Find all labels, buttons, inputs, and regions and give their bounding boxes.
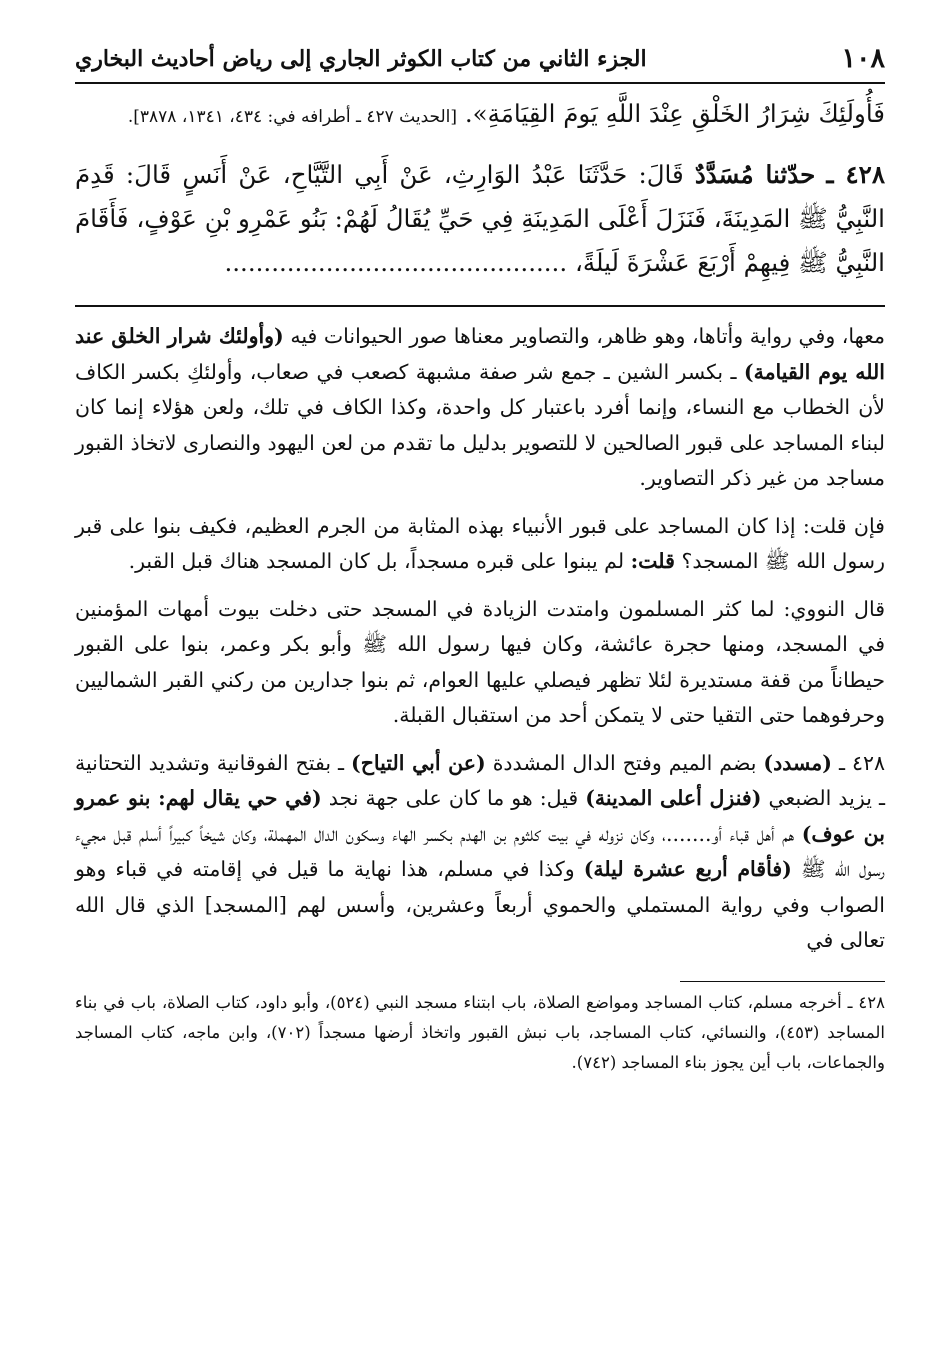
previous-hadith-ending (75, 92, 885, 139)
footnote-428: ٤٢٨ ـ أخرجه مسلم، كتاب المساجد ومواضع الصلاة، باب ابتناء مسجد النبي (٥٢٤)، وأبو داود، كتاب الصلاة، باب في بناء المساجد (٤٥٣)، والنسائي، كتاب المساجد، باب نبش القبور واتخاذ أرضها مسجداً (٧٠٢)، وابن ماجه، كتاب المساجد والجماعات، باب أين يجوز بناء المساجد (٧٤٢). (75, 992, 885, 1072)
commentary-quote: (في حي يقال لهم: بنو عمرو بن عوف) (75, 786, 885, 846)
omission-dots: ............................................ (224, 248, 568, 277)
commentary-quote: (وأولئك شرار الخلق عند الله يوم القيامة) (75, 324, 885, 384)
hadith-number: ٤٢٨ ـ (826, 160, 885, 189)
commentary-paragraph-1 (75, 319, 885, 497)
commentary-quote: قلت: (630, 549, 675, 573)
commentary-text: وكذا في مسلم، هذا نهاية ما قيل في إقامته في قباء وهو الصواب وفي رواية المستملي والحموي أربعاً وعشرين، وأسس لهم [المسجد] الذي قال الله تعالى في (75, 857, 885, 952)
commentary-paragraph-2 (75, 509, 885, 580)
commentary-text: قيل: هو ما كان على جهة نجد (328, 786, 579, 810)
running-title: الجزء الثاني من كتاب الكوثر الجاري إلى رياض أحاديث البخاري (75, 46, 647, 72)
commentary-paragraph-3: قال النووي: لما كثر المسلمون وامتدت الزيادة في المسجد حتى دخلت بيوت أمهات المؤمنين في المسجد، ومنها حجرة عائشة، وكان فيها رسول الله ﷺ وأبو بكر وعمر، بنوا على القبور حيطاناً من قفة مستديرة لئلا تظهر فيصلي عليها العوام، ثم بنوا جدارين من ركني القبر الشماليين وحرفوهما حتى التقيا حتى لا يتمكن أحد من استقبال القبلة. (75, 596, 885, 727)
commentary-text: بضم الميم وفتح الدال المشددة (492, 750, 757, 775)
commentary-text: فإن قلت: إذا كان المساجد على قبور الأنبياء بهذه المثابة من الجرم العظيم، فكيف بنوا على قبر رسول الله ﷺ المسجد؟ (75, 513, 885, 573)
section-divider (75, 305, 885, 307)
page-number: ١٠٨ (841, 43, 885, 74)
commentary-section (75, 319, 885, 959)
hadith-narrators: حدّثنا مُسَدَّدٌ (694, 160, 816, 189)
commentary-text: هم أهل قباء أو.......، وكان نزوله في بيت كلثوم بن الهدم بكسر الهاء وسكون الدال المهملة، وكان شيخاً كبيراً أسلم قبل مجيء رسول الله ﷺ (75, 821, 885, 881)
commentary-paragraph-4 (75, 746, 885, 959)
commentary-text: لم يبنوا على قبره مسجداً، بل كان المسجد هناك قبل القبر. (128, 549, 625, 573)
previous-hadith-text: فَأُولَئِكَ شِرَارُ الخَلْقِ عِنْدَ اللَّهِ يَومَ القِيَامَةِ». (464, 99, 885, 128)
page-header (75, 36, 885, 84)
hadith-428 (75, 153, 885, 285)
commentary-text: ـ بفتح الفوقانية وتشديد التحتانية ـ يزيد الضبعي (75, 750, 885, 810)
footnote-divider (680, 981, 885, 982)
commentary-text: معها، وفي رواية وأتاها، وهو ظاهر، والتصاوير معناها صور الحيوانات فيه (290, 324, 885, 348)
previous-hadith-reference: [الحديث ٤٢٧ ـ أطرافه في: ٤٣٤، ١٣٤١، ٣٨٧٨]. (127, 107, 458, 127)
book-page (75, 36, 885, 1078)
commentary-quote: (عن أبي التياح) (351, 750, 486, 775)
commentary-quote: (فأقام أربع عشرة ليلة) (583, 857, 792, 881)
hadith-text-section (75, 92, 885, 285)
commentary-text: ـ بكسر الشين ـ جمع شر صفة مشبهة كصعب في صعاب، وأولئكِ بكسر الكاف لأن الخطاب مع النساء، وإنما أفرد باعتبار كل واحدة، وكذا الكاف في تلك، ولعن هؤلاء إنما كان لبناء المساجد على قبور الصالحين لا للتصوير بدليل ما تقدم من لعن اليهود والنصارى لاتخاذ القبور مساجد من غير ذكر التصاوير. (75, 359, 885, 490)
commentary-quote: (فنزل أعلى المدينة) (585, 786, 762, 810)
hadith-body: قَالَ: حَدَّثَنَا عَبْدُ الوَارِثِ، عَنْ أَبِي التَّيَّاحِ، عَنْ أَنَسٍ قَالَ: قَدِمَ النَّبِيُّ ﷺ المَدِينَةَ، فَنَزَلَ أَعْلَى المَدِينَةِ فِي حَيِّ يُقَالُ لَهُمْ: بَنُو عَمْرِو بْنِ عَوْفٍ، فَأَقَامَ النَّبِيُّ ﷺ فِيهِمْ أَرْبَعَ عَشْرَةَ لَيلَةً، (75, 160, 885, 277)
commentary-hadith-number: ٤٢٨ ـ (838, 750, 885, 775)
commentary-quote: (مسدد) (763, 750, 832, 775)
